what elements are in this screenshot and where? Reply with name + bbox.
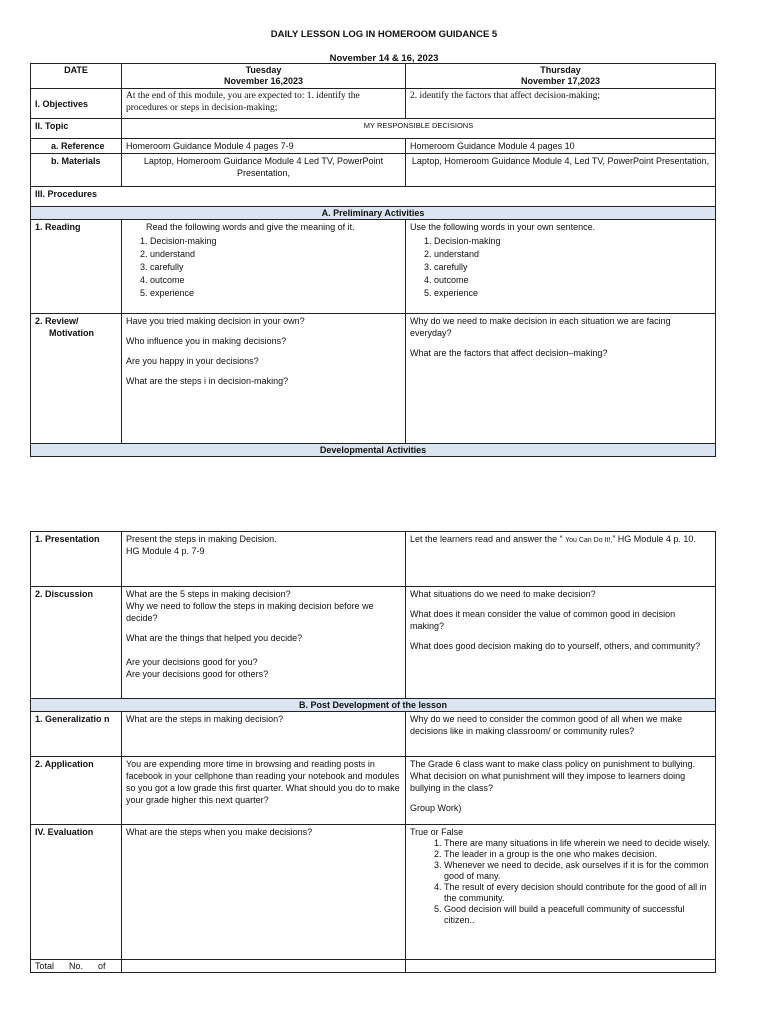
discussion-day1-q1: What are the 5 steps in making decision? bbox=[126, 589, 291, 599]
document-title: DAILY LESSON LOG IN HOMEROOM GUIDANCE 5 bbox=[270, 29, 498, 40]
presentation-day1-line1: Present the steps in making Decision. bbox=[126, 534, 277, 544]
list-item: 5. experience bbox=[434, 287, 711, 300]
presentation-day2-activity: You Can Do It!, bbox=[565, 537, 613, 544]
list-item: 1. Decision-making bbox=[434, 235, 711, 248]
day2-name: Thursday bbox=[540, 65, 581, 75]
reading-day1 bbox=[122, 220, 406, 314]
review-day1-q1: Have you tried making decision in your own? bbox=[126, 316, 305, 326]
day1-header bbox=[122, 64, 406, 89]
reading-day1-intro: Read the following words and give the meaning of it. bbox=[146, 222, 355, 232]
review-row bbox=[31, 314, 716, 444]
generalization-day1: What are the steps in making decision? bbox=[122, 712, 406, 757]
presentation-day1-line2: HG Module 4 p. 7-9 bbox=[126, 546, 205, 556]
header-row bbox=[31, 64, 716, 89]
review-day1-q4: What are the steps i in decision-making? bbox=[126, 376, 289, 386]
evaluation-day2-intro: True or False bbox=[410, 827, 464, 837]
discussion-day1 bbox=[122, 587, 406, 699]
generalization-day2: Why do we need to consider the common good of all when we make decisions like in making classroom/ or community rules? bbox=[406, 712, 716, 757]
discussion-day1-q2: Why we need to follow the steps in making decision before we decide? bbox=[126, 601, 374, 623]
reading-day2-intro: Use the following words in your own sentence. bbox=[410, 222, 596, 232]
list-item: 4. outcome bbox=[150, 274, 401, 287]
list-item: 2. The leader in a group is the one who makes decision. bbox=[444, 849, 711, 860]
application-day2-text: The Grade 6 class want to make class policy on punishment to bullying. What decision on what punishment will they impose to learners doing bullying in the class? bbox=[410, 759, 696, 793]
day1-name: Tuesday bbox=[245, 65, 282, 75]
reading-day2-words bbox=[410, 235, 711, 300]
procedures-label: III. Procedures bbox=[31, 187, 716, 207]
review-day2-q2: What are the factors that affect decision–making? bbox=[410, 348, 608, 358]
discussion-day2 bbox=[406, 587, 716, 699]
lesson-log-table-top bbox=[30, 63, 716, 457]
review-day1 bbox=[122, 314, 406, 444]
day2-header bbox=[406, 64, 716, 89]
reference-day2: Homeroom Guidance Module 4 pages 10 bbox=[406, 139, 716, 154]
discussion-label: 2. Discussion bbox=[31, 587, 122, 699]
application-row bbox=[31, 757, 716, 825]
review-label-line2: Motivation bbox=[49, 328, 94, 338]
application-day1: You are expending more time in browsing and reading posts in facebook in your cellphone than reading your notebook and modules so you got a low grade this first quarter. What should you do to make your grade higher this next quarter? bbox=[122, 757, 406, 825]
list-item: 1. Decision-making bbox=[150, 235, 401, 248]
list-item: 3. carefully bbox=[434, 261, 711, 274]
presentation-row bbox=[31, 532, 716, 587]
discussion-row bbox=[31, 587, 716, 699]
reading-label: 1. Reading bbox=[31, 220, 122, 314]
objectives-row bbox=[31, 89, 716, 119]
developmental-band-row bbox=[31, 444, 716, 457]
reference-row bbox=[31, 139, 716, 154]
materials-label: b. Materials bbox=[31, 154, 122, 187]
post-band: B. Post Development of the lesson bbox=[31, 699, 716, 712]
review-day2-q1: Why do we need to make decision in each situation we are facing everyday? bbox=[410, 316, 671, 338]
discussion-day1-q5: Are your decisions good for others? bbox=[126, 669, 269, 679]
reference-day1: Homeroom Guidance Module 4 pages 7-9 bbox=[122, 139, 406, 154]
lesson-log-table-bottom bbox=[30, 531, 716, 973]
day1-date: November 16,2023 bbox=[223, 76, 304, 86]
objectives-day2: 2. identify the factors that affect decision-making; bbox=[406, 89, 716, 119]
discussion-day2-q1: What situations do we need to make decision? bbox=[410, 589, 596, 599]
total-day2 bbox=[406, 960, 716, 973]
discussion-day1-q4: Are your decisions good for you? bbox=[126, 657, 258, 667]
list-item: 5. experience bbox=[150, 287, 401, 300]
presentation-day2 bbox=[406, 532, 716, 587]
day2-date: November 17,2023 bbox=[520, 76, 601, 86]
topic-value: MY RESPONSIBLE DECISIONS bbox=[122, 119, 716, 139]
reference-label: a. Reference bbox=[31, 139, 122, 154]
date-header: DATE bbox=[31, 64, 122, 89]
list-item: 3. Whenever we need to decide, ask ourselves if it is for the common good of many. bbox=[444, 860, 711, 882]
developmental-band: Developmental Activities bbox=[31, 444, 716, 457]
total-day1 bbox=[122, 960, 406, 973]
post-band-row bbox=[31, 699, 716, 712]
list-item: 1. There are many situations in life wherein we need to decide wisely. bbox=[444, 838, 711, 849]
generalization-label: 1. Generalizatio n bbox=[31, 712, 122, 757]
review-label-line1: 2. Review/ bbox=[35, 316, 79, 326]
presentation-label: 1. Presentation bbox=[31, 532, 122, 587]
evaluation-day2 bbox=[406, 825, 716, 960]
objectives-day1: At the end of this module, you are expected to: 1. identify the procedures or steps in decision-making; bbox=[122, 89, 406, 119]
reading-day1-words bbox=[126, 235, 401, 300]
reading-row bbox=[31, 220, 716, 314]
discussion-day2-q2: What does it mean consider the value of common good in decision making? bbox=[410, 609, 676, 631]
review-day1-q3: Are you happy in your decisions? bbox=[126, 356, 259, 366]
materials-day1: Laptop, Homeroom Guidance Module 4 Led TV, PowerPoint Presentation, bbox=[122, 154, 406, 187]
materials-row bbox=[31, 154, 716, 187]
list-item: 3. carefully bbox=[150, 261, 401, 274]
preliminary-band-row bbox=[31, 207, 716, 220]
reading-day2 bbox=[406, 220, 716, 314]
total-row bbox=[31, 960, 716, 973]
topic-label: II. Topic bbox=[31, 119, 122, 139]
presentation-day2-post: ” HG Module 4 p. 10. bbox=[612, 534, 696, 544]
evaluation-label: IV. Evaluation bbox=[31, 825, 122, 960]
presentation-day2-pre: Let the learners read and answer the “ bbox=[410, 534, 566, 544]
discussion-day2-q3: What does good decision making do to yourself, others, and community? bbox=[410, 641, 701, 651]
total-label: Total No. of bbox=[31, 960, 122, 973]
list-item: 2. understand bbox=[150, 248, 401, 261]
application-label: 2. Application bbox=[31, 757, 122, 825]
preliminary-band: A. Preliminary Activities bbox=[31, 207, 716, 220]
topic-row bbox=[31, 119, 716, 139]
evaluation-day1: What are the steps when you make decisions? bbox=[122, 825, 406, 960]
list-item: 4. outcome bbox=[434, 274, 711, 287]
evaluation-row bbox=[31, 825, 716, 960]
presentation-day1 bbox=[122, 532, 406, 587]
review-label bbox=[31, 314, 122, 444]
objectives-label: I. Objectives bbox=[31, 89, 122, 119]
evaluation-items bbox=[410, 838, 711, 926]
list-item: 4. The result of every decision should contribute for the good of all in the community. bbox=[444, 882, 711, 904]
application-day2-note: Group Work) bbox=[410, 803, 462, 813]
materials-day2: Laptop, Homeroom Guidance Module 4, Led TV, PowerPoint Presentation, bbox=[406, 154, 716, 187]
discussion-day1-q3: What are the things that helped you decide? bbox=[126, 633, 303, 643]
review-day2 bbox=[406, 314, 716, 444]
document-dates: November 14 & 16, 2023 bbox=[329, 53, 439, 64]
procedures-row bbox=[31, 187, 716, 207]
list-item: 5. Good decision will build a peacefull community of successful citizen.. bbox=[444, 904, 711, 926]
application-day2 bbox=[406, 757, 716, 825]
list-item: 2. understand bbox=[434, 248, 711, 261]
generalization-row bbox=[31, 712, 716, 757]
review-day1-q2: Who influence you in making decisions? bbox=[126, 336, 287, 346]
